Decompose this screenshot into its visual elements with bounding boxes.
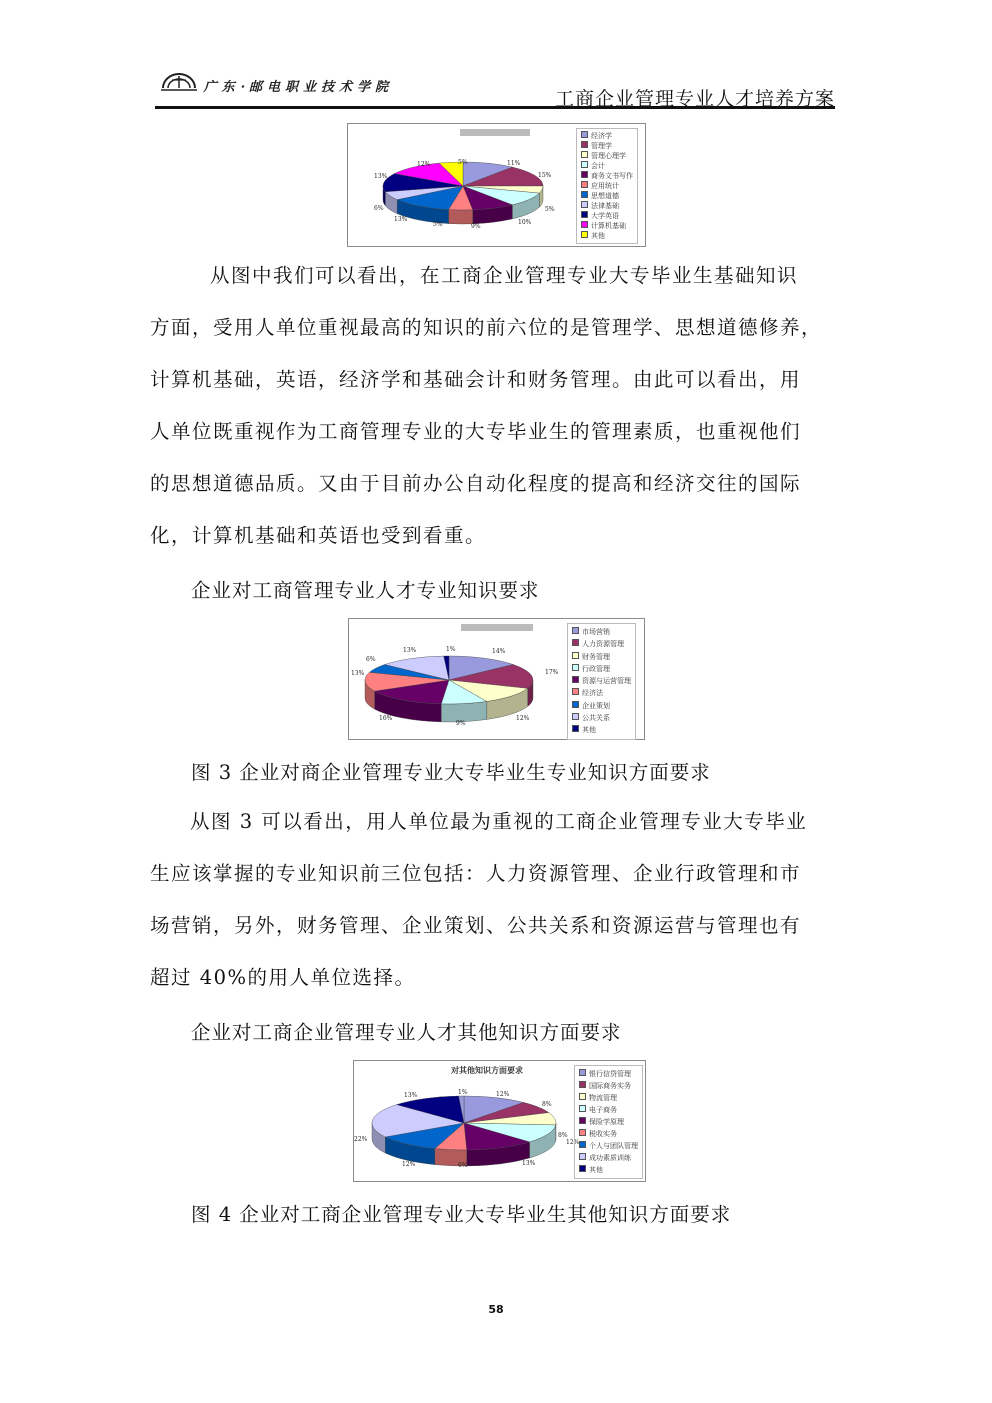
legend-item: 其他 <box>579 1164 638 1176</box>
figure-4-legend <box>574 1065 643 1179</box>
header-title: 工商企业管理专业人才培养方案 <box>554 88 835 110</box>
legend-item: 行政管理 <box>572 663 631 675</box>
paragraph-1 <box>150 250 844 562</box>
school-logo-icon <box>159 70 199 94</box>
legend-item: 法律基础 <box>581 201 633 211</box>
legend-item: 税收实务 <box>579 1128 638 1140</box>
paragraph-2-line: 生应该掌握的专业知识前三位包括：人力资源管理、企业行政管理和市 <box>150 862 802 885</box>
paragraph-2-line: 场营销，另外，财务管理、企业策划、公共关系和资源运营与管理也有 <box>150 914 802 937</box>
figure-4-pct-7: 12% <box>402 1161 416 1168</box>
figure-3-pct-9: 1% <box>446 646 456 653</box>
figure-1-pct-2: 15% <box>538 172 552 179</box>
legend-item: 公共关系 <box>572 712 631 724</box>
figure-4-pct-2: 8% <box>542 1101 552 1108</box>
legend-item: 经济学 <box>581 131 633 141</box>
paragraph-1-line: 从图中我们可以看出，在工商企业管理专业大专毕业生基础知识 <box>210 264 799 287</box>
figure-4-pct-3: 8% <box>558 1132 568 1139</box>
legend-item: 应用统计 <box>581 181 633 191</box>
paragraph-2-line: 超过 40%的用人单位选择。 <box>150 966 416 989</box>
figure-4-pct-4: 12% <box>566 1139 580 1146</box>
figure-4-chart <box>353 1060 646 1182</box>
legend-item: 其他 <box>572 724 631 736</box>
legend-item: 思想道德 <box>581 191 633 201</box>
legend-item: 物流管理 <box>579 1092 638 1104</box>
legend-item: 国际商务实务 <box>579 1080 638 1092</box>
figure-3-pct-5: 16% <box>379 715 393 722</box>
legend-item: 其他 <box>581 231 633 241</box>
legend-item: 商务文书写作 <box>581 171 633 181</box>
figure-4-title: 对其他知识方面要求 <box>451 1065 523 1075</box>
figure-3-pct-2: 17% <box>545 669 559 676</box>
paragraph-1-line: 方面，受用人单位重视最高的知识的前六位的是管理学、思想道德修养， <box>150 316 823 339</box>
figure-1-pct-7: 13% <box>394 216 408 223</box>
figure-1-pct-5: 9% <box>471 223 481 230</box>
page-header <box>155 66 835 114</box>
figure-4-pct-9: 13% <box>404 1092 418 1099</box>
figure-1-pct-9: 13% <box>374 173 388 180</box>
figure-3-caption: 图 3 企业对商企业管理专业大专毕业生专业知识方面要求 <box>191 761 711 784</box>
figure-3-pct-1: 14% <box>492 648 506 655</box>
header-rule <box>155 106 835 109</box>
legend-item: 管理心理学 <box>581 151 633 161</box>
figure-1-pct-4: 10% <box>518 219 532 226</box>
section-heading-other: 企业对工商企业管理专业人才其他知识方面要求 <box>191 1021 622 1044</box>
figure-1-pct-8: 6% <box>374 205 384 212</box>
legend-item: 保险学原理 <box>579 1116 638 1128</box>
legend-item: 个人与团队管理 <box>579 1140 638 1152</box>
legend-item: 电子商务 <box>579 1104 638 1116</box>
figure-3-pct-4: 9% <box>456 720 466 727</box>
paragraph-2-line: 从图 3 可以看出，用人单位最为重视的工商企业管理专业大专毕业 <box>190 810 808 833</box>
legend-item: 企业策划 <box>572 700 631 712</box>
figure-1-pie-group <box>383 162 543 224</box>
figure-3-pct-8: 13% <box>403 647 417 654</box>
figure-3-legend <box>567 623 636 740</box>
figure-1-pct-1: 11% <box>507 160 521 167</box>
figure-4-pct-10: 1% <box>458 1089 468 1096</box>
figure-3-pct-3: 12% <box>516 715 530 722</box>
figure-3-pct-7: 6% <box>366 656 376 663</box>
legend-item: 会计 <box>581 161 633 171</box>
figure-4-pie-group <box>372 1096 556 1166</box>
figure-1-pct-6: 5% <box>433 221 443 228</box>
figure-3-pct-6: 13% <box>351 670 365 677</box>
figure-1-pct-11: 5% <box>458 159 468 166</box>
figure-4-pct-1: 12% <box>496 1091 510 1098</box>
paragraph-1-line: 的思想道德品质。又由于目前办公自动化程度的提高和经济交往的国际 <box>150 472 802 495</box>
figure-1-legend <box>576 128 638 244</box>
figure-3-pie-group <box>365 656 533 722</box>
figure-1-pct-10: 12% <box>417 161 431 168</box>
paragraph-1-line: 人单位既重视作为工商管理专业的大专毕业生的管理素质，也重视他们 <box>150 420 802 443</box>
header-school-name: 广东·邮电职业技术学院 <box>202 80 397 95</box>
figure-1-chart <box>347 123 646 247</box>
pie-slice-side <box>449 210 473 224</box>
figure-1-title-blur <box>460 129 530 136</box>
legend-item: 资源与运营管理 <box>572 675 631 687</box>
figure-4-pct-6: 6% <box>458 1162 468 1169</box>
legend-item: 经济法 <box>572 687 631 699</box>
figure-3-chart <box>348 618 645 740</box>
legend-item: 人力资源管理 <box>572 638 631 650</box>
legend-item: 计算机基础 <box>581 221 633 231</box>
legend-item: 成功素质训练 <box>579 1152 638 1164</box>
paragraph-2 <box>150 796 844 1004</box>
legend-item: 市场营销 <box>572 626 631 638</box>
legend-item: 管理学 <box>581 141 633 151</box>
section-heading-professional: 企业对工商管理专业人才专业知识要求 <box>191 579 540 602</box>
legend-item: 财务管理 <box>572 651 631 663</box>
figure-4-pct-8: 22% <box>354 1136 368 1143</box>
page-number: 58 <box>488 1303 504 1316</box>
paragraph-1-line: 化，计算机基础和英语也受到看重。 <box>150 524 487 547</box>
legend-item: 大学英语 <box>581 211 633 221</box>
figure-1-pct-3: 5% <box>545 206 555 213</box>
pie-slice-side <box>441 701 487 722</box>
legend-item: 银行信贷管理 <box>579 1068 638 1080</box>
figure-3-title-blur <box>461 624 533 631</box>
paragraph-1-line: 计算机基础，英语，经济学和基础会计和财务管理。由此可以看出，用 <box>150 368 802 391</box>
figure-4-pct-5: 13% <box>522 1160 536 1167</box>
figure-4-caption: 图 4 企业对工商企业管理专业大专毕业生其他知识方面要求 <box>191 1203 732 1226</box>
